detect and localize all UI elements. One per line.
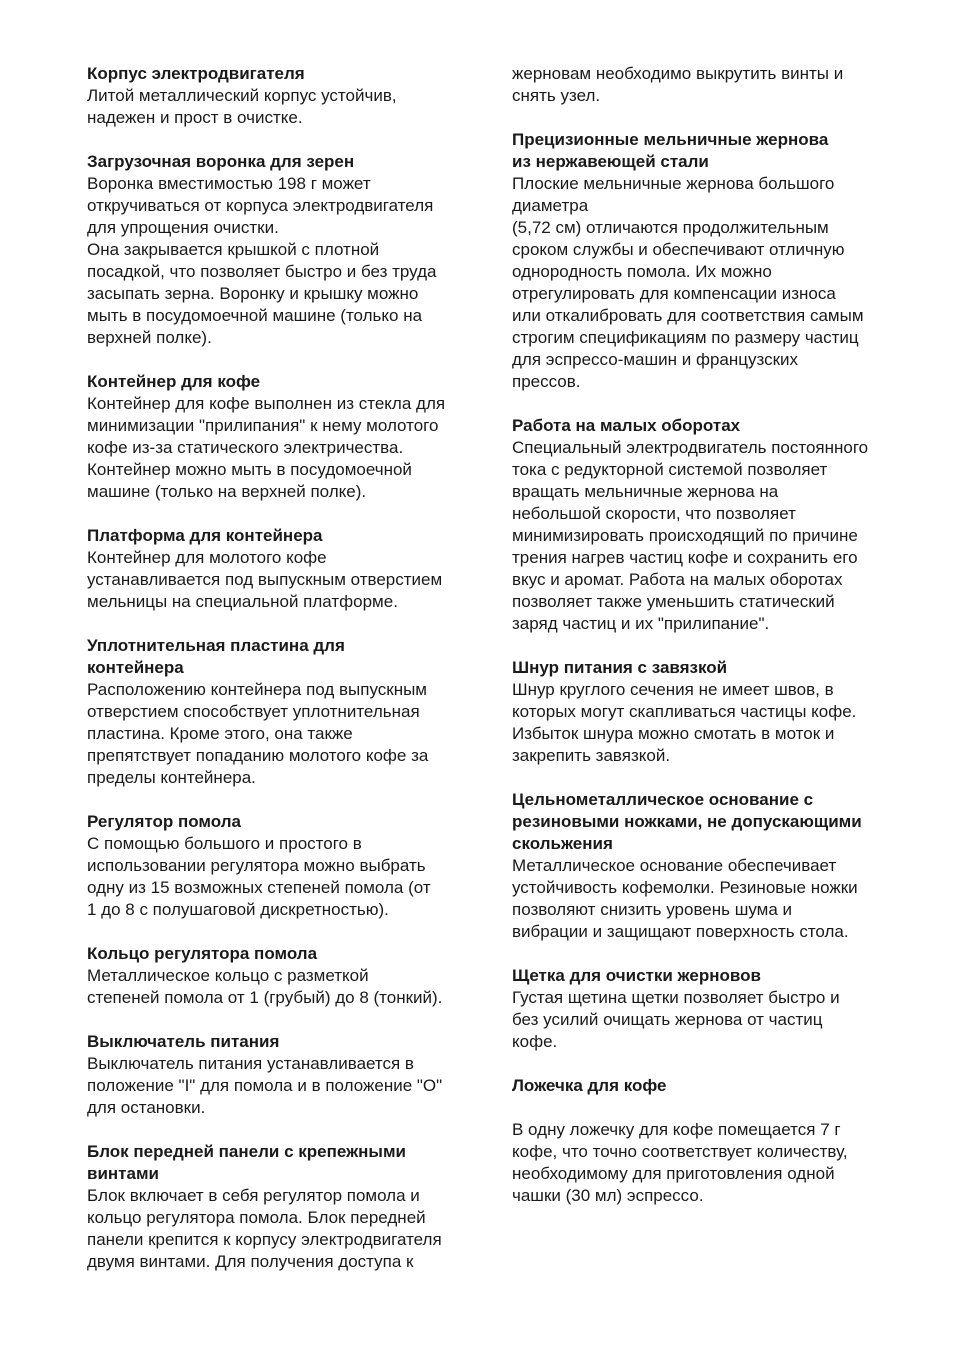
section-title: Работа на малых оборотах — [512, 416, 741, 435]
section-metal-base — [512, 789, 924, 943]
section-body: Плоские мельничные жернова большого диаметра (5,72 см) отличаются продолжительным сроком службы и обеспечивают отличную однородность помола. Их можно отрегулировать для компенсации износа или откалибровать для соответствия самым строгим спецификациям по размеру частиц для эспрессо-машин и французских прессов. — [512, 174, 864, 391]
right-column — [512, 63, 924, 1229]
section-low-speed — [512, 415, 924, 635]
section-bean-hopper — [87, 151, 495, 349]
section-power-cord — [512, 657, 924, 767]
section-body: Шнур круглого сечения не имеет швов, в которых могут скапливаться частицы кофе. Избыток шнура можно смотать в моток и закрепить завязкой. — [512, 680, 857, 765]
section-motor-housing — [87, 63, 495, 129]
section-body: Металлическое кольцо с разметкой степеней помола от 1 (грубый) до 8 (тонкий). — [87, 966, 443, 1007]
section-grind-ring — [87, 943, 495, 1009]
section-coffee-container — [87, 371, 495, 503]
section-title: Щетка для очистки жерновов — [512, 966, 761, 985]
section-sealing-plate — [87, 635, 495, 789]
section-body: Воронка вместимостью 198 г может откручиваться от корпуса электродвигателя для упрощения очистки. Она закрывается крышкой с плотной посадкой, что позволяет быстро и без труда засыпать зерна. Воронку и крышку можно мыть в посудомоечной машине (только на верхней полке). — [87, 174, 437, 347]
section-cleaning-brush — [512, 965, 924, 1053]
section-body: Густая щетина щетки позволяет быстро и без усилий очищать жернова от частиц кофе. — [512, 988, 840, 1051]
section-burrs — [512, 129, 924, 393]
section-body: Литой металлический корпус устойчив, надежен и прост в очистке. — [87, 86, 397, 127]
section-title: Блок передней панели с крепежными винтами — [87, 1142, 406, 1183]
section-title: Кольцо регулятора помола — [87, 944, 318, 963]
section-title: Загрузочная воронка для зерен — [87, 152, 355, 171]
section-body: Специальный электродвигатель постоянного тока с редукторной системой позволяет вращать мельничные жернова на небольшой скорости, что позволяет минимизировать происходящий по причине трения нагрев частиц кофе и сохранить его вкус и аромат. Работа на малых оборотах позволяет также уменьшить статический заряд частиц и их "прилипание". — [512, 438, 869, 633]
section-title: Контейнер для кофе — [87, 372, 261, 391]
section-body: С помощью большого и простого в использовании регулятора можно выбрать одну из 15 возможных степеней помола (от 1 до 8 с полушаговой дискретностью). — [87, 834, 431, 919]
section-title: Регулятор помола — [87, 812, 241, 831]
section-front-panel-continued — [512, 63, 924, 107]
section-container-platform — [87, 525, 495, 613]
section-coffee-scoop — [512, 1075, 924, 1207]
section-title: Уплотнительная пластина для контейнера — [87, 636, 345, 677]
section-grind-selector — [87, 811, 495, 921]
section-body: Металлическое основание обеспечивает устойчивость кофемолки. Резиновые ножки позволяют снизить уровень шума и вибрации и защищают поверхность стола. — [512, 856, 858, 941]
section-title: Шнур питания с завязкой — [512, 658, 728, 677]
section-body: Контейнер для кофе выполнен из стекла для минимизации "прилипания" к нему молотого кофе из-за статического электричества. Контейнер можно мыть в посудомоечной машине (только на верхней полке). — [87, 394, 446, 501]
section-body: жерновам необходимо выкрутить винты и снять узел. — [512, 64, 844, 105]
section-body: Блок включает в себя регулятор помола и кольцо регулятора помола. Блок передней панели крепится к корпусу электродвигателя двумя винтами. Для получения доступа к — [87, 1186, 442, 1271]
left-column — [87, 63, 495, 1295]
section-title: Цельнометаллическое основание с резиновыми ножками, не допускающими скольжения — [512, 790, 862, 853]
section-title: Платформа для контейнера — [87, 526, 323, 545]
section-body: В одну ложечку для кофе помещается 7 г кофе, что точно соответствует количеству, необходимому для приготовления одной чашки (30 мл) эспрессо. — [512, 1120, 848, 1205]
section-title: Прецизионные мельничные жернова из нержавеющей стали — [512, 130, 829, 171]
section-title: Ложечка для кофе — [512, 1076, 667, 1095]
section-front-panel — [87, 1141, 495, 1273]
section-title: Корпус электродвигателя — [87, 64, 305, 83]
section-power-switch — [87, 1031, 495, 1119]
section-body: Выключатель питания устанавливается в положение "I" для помола и в положение "O" для остановки. — [87, 1054, 443, 1117]
section-title: Выключатель питания — [87, 1032, 280, 1051]
section-body: Контейнер для молотого кофе устанавливается под выпускным отверстием мельницы на специальной платформе. — [87, 548, 443, 611]
section-body: Расположению контейнера под выпускным отверстием способствует уплотнительная пластина. Кроме этого, она также препятствует попаданию молотого кофе за пределы контейнера. — [87, 680, 429, 787]
